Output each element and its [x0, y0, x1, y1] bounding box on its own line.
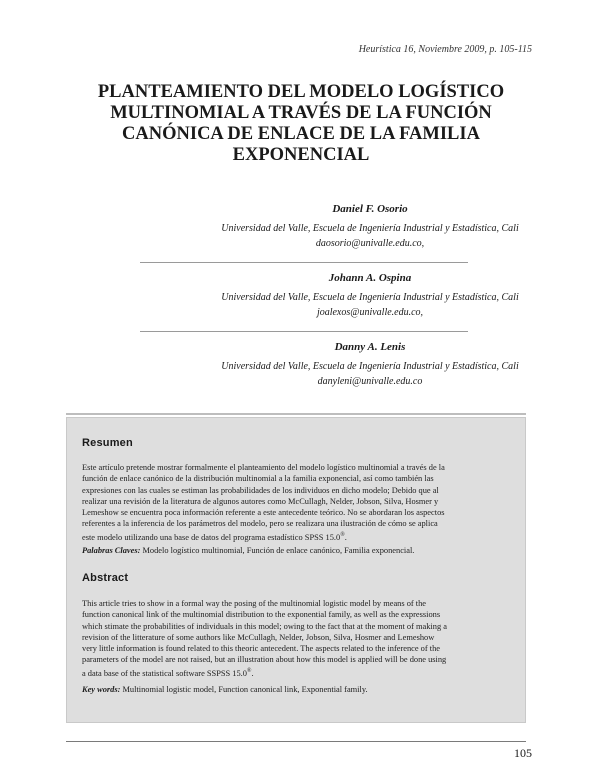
keywords-text: Multinomial logistic model, Function canonical link, Exponential family. [120, 685, 368, 694]
author-block [0, 272, 600, 320]
text-line [82, 666, 514, 679]
resumen-keywords [82, 546, 522, 555]
resumen-text [82, 462, 514, 543]
text-line-last: a data base of the statistical software SSPSS 15.0 [82, 668, 247, 678]
text-line: Este artículo pretende mostrar formalmente el planteamiento del modelo logístico multinomial a través de la [82, 463, 445, 472]
title-line: PLANTEAMIENTO DEL MODELO LOGÍSTICO [97, 82, 505, 102]
abstract-heading: Abstract [82, 572, 129, 584]
period: . [251, 668, 254, 678]
text-line: parameters of the model are not raised, but an illustration about how this model is applied will be done using [82, 655, 447, 665]
text-line: revision of the litterature of some authors like McCullagh, Nelder, Jobson, Silva, Hosmer and Lemeshow [82, 632, 435, 642]
text-line: expresiones con las cuales se estiman las probabilidades de los individuos en dicho modelo; Debido que al [82, 485, 439, 495]
text-line: very little information is found related to this theoric antecedent. The aspects related to the inference of the [82, 644, 440, 654]
author-block [0, 203, 600, 251]
author-affiliation: Universidad del Valle, Escuela de Ingeniería Industrial y Estadística, Cali [221, 361, 519, 372]
text-line: referentes a la inferencia de los parámetros del modelo, pero se realizara una ilustración de cómo se aplica [82, 519, 438, 529]
page-number: 105 [514, 746, 532, 760]
abstract-keywords [82, 685, 522, 694]
text-line: función de enlace canónico de la distribución multinomial a la familia exponencial, así como también las [82, 474, 434, 484]
author-email: joalexos@univalle.edu.co, [316, 307, 424, 318]
running-header: Heurística 16, Noviembre 2009, p. 105-115 [358, 44, 532, 55]
resumen-heading: Resumen [82, 437, 133, 449]
text-line: function canonical link of the multinomial distribution to the exponential family, as well as the expressions [82, 610, 441, 620]
author-email: danyleni@univalle.edu.co [317, 376, 423, 387]
keywords-label: Key words: [82, 685, 121, 694]
registered-mark: ® [246, 667, 252, 674]
keywords-text: Modelo logístico multinomial, Función de enlace canónico, Familia exponencial. [140, 546, 415, 555]
author-email: daosorio@univalle.edu.co, [315, 238, 425, 249]
text-line: realizar una revisión de la literatura de algunos autores como McCullagh, Nelder, Jobson, Silva, Hosmer y [82, 496, 439, 506]
title-line: EXPONENCIAL [232, 145, 370, 165]
abstract-text [82, 598, 514, 679]
divider [140, 331, 468, 332]
period: . [344, 532, 347, 542]
keywords-label: Palabras Claves: [82, 546, 141, 555]
paper-title [60, 82, 542, 166]
author-name: Daniel F. Osorio [332, 203, 408, 215]
footer-rule [66, 741, 526, 742]
text-line: Lemeshow se encuentra poca información referente a este antecedente teórico. No se abordaran los aspectos [82, 508, 445, 518]
author-name: Danny A. Lenis [334, 341, 406, 353]
author-name: Johann A. Ospina [328, 272, 412, 284]
author-block [0, 341, 600, 389]
text-line [82, 530, 514, 543]
box-top-rule [66, 413, 526, 415]
text-line-last: este modelo utilizando una base de datos del programa estadístico SPSS 15.0 [82, 532, 341, 542]
divider [140, 262, 468, 263]
title-line: CANÓNICA DE ENLACE DE LA FAMILIA [122, 124, 480, 144]
text-line: This article tries to show in a formal way the posing of the multinomial logistic model by means of the [82, 599, 427, 608]
text-line: which stimate the probabilities of individuals in this model; owing to the fact that at the moment of making a [82, 621, 447, 631]
registered-mark: ® [340, 531, 345, 538]
title-line: MULTINOMIAL A TRAVÉS DE LA FUNCIÓN [110, 103, 492, 123]
author-affiliation: Universidad del Valle, Escuela de Ingeniería Industrial y Estadística, Cali [221, 292, 519, 303]
author-affiliation: Universidad del Valle, Escuela de Ingeniería Industrial y Estadística, Cali [221, 223, 519, 234]
